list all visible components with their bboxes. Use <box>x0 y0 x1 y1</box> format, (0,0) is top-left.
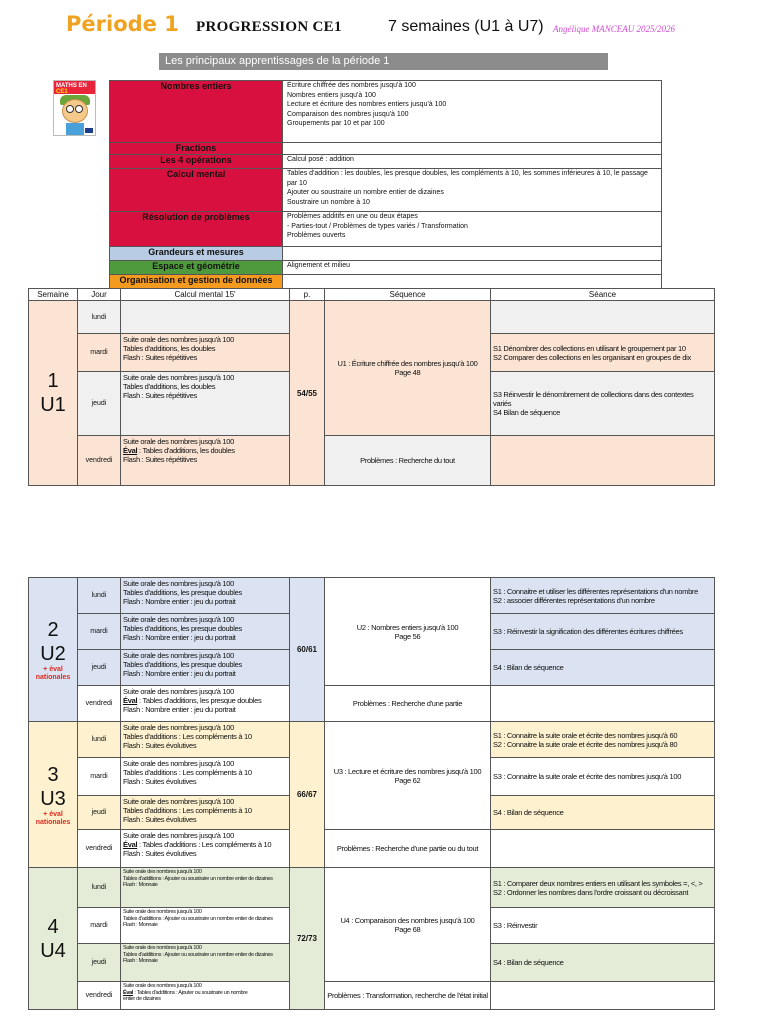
topic-detail-line: Écriture chiffrée des nombres jusqu'à 100 <box>287 82 416 89</box>
seance-cell <box>491 908 715 944</box>
topic-row <box>110 81 662 143</box>
day-cell: vendredi <box>78 830 121 868</box>
seance-line: S3 : Réinvestir la signification des différentes écritures chiffrées <box>493 627 683 636</box>
week-cell <box>29 578 78 722</box>
sequence-cell <box>325 301 491 436</box>
calcul-line: Flash : Suites évolutives <box>123 777 197 786</box>
seance-line: S4 Bilan de séquence <box>493 408 560 417</box>
seance-line: S2 : Connaitre la suite orale et écrite des nombres jusqu'à 80 <box>493 739 678 749</box>
book-cover-image <box>53 80 96 136</box>
day-cell: lundi <box>78 301 121 334</box>
page-cell: 60/61 <box>290 578 325 722</box>
seance-line: S1 : Connaitre et utiliser les différentes représentations d'un nombre <box>493 586 699 596</box>
calcul-line: Flash : Monnaie <box>123 958 158 965</box>
calcul-line: Suite orale des nombres jusqu'à 100 <box>123 651 235 660</box>
calcul-line: Flash : Suites répétitives <box>123 391 197 400</box>
schedule-table-2 <box>28 577 715 1010</box>
calcul-line: Suite orale des nombres jusqu'à 100 <box>123 335 235 344</box>
day-cell: vendredi <box>78 686 121 722</box>
weeks-range: 7 semaines (U1 à U7) <box>388 18 544 35</box>
calcul-line: Tables d'additions, les doubles <box>123 382 216 391</box>
calcul-line: Flash : Suites répétitives <box>123 455 197 464</box>
calcul-line: Flash : Nombre entier : jeu du portrait <box>123 597 236 606</box>
calcul-line: Flash : Nombre entier : jeu du portrait <box>123 633 236 642</box>
calcul-line: Flash : Suites évolutives <box>123 849 197 858</box>
problemes-cell: Problèmes : Recherche d'une partie <box>325 686 491 722</box>
topic-detail-line: Ajouter ou soustraire un nombre entier de dizaines <box>287 189 444 196</box>
calcul-line <box>123 990 287 997</box>
schedule-row <box>29 868 715 908</box>
calcul-mental-cell <box>121 334 290 372</box>
topic-row <box>110 275 662 289</box>
period-title: Période 1 <box>66 12 179 36</box>
calcul-line: Suite orale des nombres jusqu'à 100 <box>123 831 235 840</box>
page-cell: 72/73 <box>290 868 325 1010</box>
progression-title: PROGRESSION CE1 <box>196 19 342 35</box>
topic-detail-line: Soustraire un nombre à 10 <box>287 198 370 206</box>
calcul-line: Suite orale des nombres jusqu'à 100 <box>123 759 235 768</box>
book-cover-title: MATHS EN CE1 <box>56 83 87 95</box>
seance-cell <box>491 758 715 796</box>
sequence-line: Page 62 <box>394 775 421 785</box>
calcul-mental-cell <box>121 796 290 830</box>
eval-label: Éval <box>123 696 138 705</box>
schedule-row <box>29 982 715 1010</box>
topic-details <box>283 212 662 247</box>
seance-line: S1 : Connaitre la suite orale et écrite des nombres jusqu'à 60 <box>493 730 678 740</box>
calcul-line: Suite orale des nombres jusqu'à 100 <box>123 797 235 806</box>
sequence-cell <box>325 578 491 686</box>
calcul-line: Tables d'additions, les doubles <box>123 344 216 353</box>
eval-label: Éval <box>123 989 134 996</box>
topic-detail-line: Lecture et écriture des nombres entiers jusqu'à 100 <box>287 101 447 108</box>
week-number: 3 <box>47 763 59 786</box>
calcul-mental-cell <box>121 982 290 1010</box>
day-cell: mardi <box>78 758 121 796</box>
header-page: p. <box>290 289 325 301</box>
seance-cell <box>491 372 715 436</box>
week-unit: U1 <box>40 394 66 416</box>
schedule-row <box>29 578 715 614</box>
day-cell: lundi <box>78 722 121 758</box>
calcul-line <box>123 696 287 705</box>
day-cell: jeudi <box>78 944 121 982</box>
sequence-line: U1 : Écriture chiffrée des nombres jusqu'à 100 <box>337 359 478 368</box>
calcul-line: Flash : Suites évolutives <box>123 815 197 824</box>
sequence-cell <box>325 868 491 982</box>
topic-row <box>110 169 662 212</box>
page-cell: 66/67 <box>290 722 325 868</box>
seance-line: S1 Dénombrer des collections en utilisant le groupement par 10 <box>493 343 686 353</box>
topic-row <box>110 155 662 169</box>
sequence-line: Page 68 <box>394 924 421 934</box>
day-cell: mardi <box>78 614 121 650</box>
calcul-mental-cell <box>121 436 290 486</box>
calcul-mental-cell <box>121 868 290 908</box>
schedule-header-row <box>29 289 715 301</box>
topic-category: Calcul mental <box>110 169 283 212</box>
calcul-line: Tables d'additions : Ajouter ou soustraire un nombre entier de dizaines <box>123 875 273 882</box>
calcul-line: Flash : Monnaie <box>123 882 158 889</box>
topic-details <box>283 143 662 155</box>
sequence-line: Page 56 <box>394 631 421 641</box>
seance-cell <box>491 722 715 758</box>
seance-line: S1 : Comparer deux nombres entiers en utilisant les symboles =, <, > <box>493 878 703 888</box>
week-unit: U4 <box>40 939 66 962</box>
calcul-line: Suite orale des nombres jusqu'à 100 <box>123 909 202 915</box>
day-cell: vendredi <box>78 982 121 1010</box>
calcul-line: Tables d'additions, les presque doubles <box>123 660 242 669</box>
calcul-line: Suite orale des nombres jusqu'à 100 <box>123 579 235 588</box>
schedule-row <box>29 436 715 486</box>
calcul-mental-cell <box>121 301 290 334</box>
calcul-line: Suite orale des nombres jusqu'à 100 <box>123 687 235 696</box>
topic-category: Nombres entiers <box>110 81 283 143</box>
eval-label: Éval <box>123 446 138 455</box>
schedule-row <box>29 301 715 334</box>
problemes-cell: Problèmes : Recherche d'une partie ou du tout <box>325 830 491 868</box>
seance-cell <box>491 436 715 486</box>
seance-cell <box>491 830 715 868</box>
topic-category: Les 4 opérations <box>110 155 283 169</box>
problemes-cell: Problèmes : Recherche du tout <box>325 436 491 486</box>
calcul-line <box>123 446 287 455</box>
topic-category: Fractions <box>110 143 283 155</box>
calcul-line <box>123 840 287 849</box>
calcul-line: Suite orale des nombres jusqu'à 100 <box>123 373 235 382</box>
calcul-line: Tables d'additions : Les compléments à 10 <box>123 732 252 741</box>
seance-line: S4 : Bilan de séquence <box>493 958 564 967</box>
calcul-line: Suite orale des nombres jusqu'à 100 <box>123 437 235 446</box>
sequence-line: U4 : Comparaison des nombres jusqu'à 100 <box>340 915 475 925</box>
seance-cell <box>491 868 715 908</box>
eval-nationales-note: + éval nationales <box>35 665 71 681</box>
topic-details <box>283 169 662 212</box>
seance-cell <box>491 301 715 334</box>
calcul-line: entier de dizaines <box>123 996 161 1003</box>
week-number: 1 <box>47 370 59 392</box>
topic-row <box>110 212 662 247</box>
calcul-mental-cell <box>121 758 290 796</box>
calcul-line: Tables d'additions, les presque doubles <box>123 624 242 633</box>
sequence-line: Page 48 <box>394 368 421 377</box>
calcul-line: Suite orale des nombres jusqu'à 100 <box>123 983 202 989</box>
calcul-line: Suite orale des nombres jusqu'à 100 <box>123 723 235 732</box>
header-seance: Séance <box>491 289 715 301</box>
day-cell: jeudi <box>78 650 121 686</box>
sequence-line: U2 : Nombres entiers jusqu'à 100 <box>356 622 459 632</box>
topics-table <box>109 80 662 289</box>
seance-cell <box>491 796 715 830</box>
topic-category: Grandeurs et mesures <box>110 247 283 261</box>
calcul-line: Tables d'additions : Ajouter ou soustraire un nombre entier de dizaines <box>123 951 273 958</box>
week-number: 2 <box>47 618 59 641</box>
topic-detail-line: Tables d'addition : les doubles, les presque doubles, les compléments à 10, les sommes inférieures à 10, le passage par 10 <box>287 170 648 187</box>
day-cell: mardi <box>78 908 121 944</box>
seance-cell <box>491 614 715 650</box>
topic-detail-line: - Parties-tout / Problèmes de types variés / Transformation <box>287 222 468 230</box>
topic-detail-line: Problèmes ouverts <box>287 232 346 239</box>
calcul-mental-cell <box>121 578 290 614</box>
day-cell: jeudi <box>78 372 121 436</box>
topic-category: Espace et géométrie <box>110 261 283 275</box>
seance-line: S3 : Connaitre la suite orale et écrite des nombres jusqu'à 100 <box>493 772 682 781</box>
seance-cell <box>491 686 715 722</box>
calcul-text: : Tables d'additions, les doubles <box>137 446 235 455</box>
seance-line: S2 : associer différentes représentations d'un nombre <box>493 595 655 605</box>
calcul-line: Flash : Nombre entier : jeu du portrait <box>123 705 236 714</box>
day-cell: lundi <box>78 578 121 614</box>
calcul-line: Suite orale des nombres jusqu'à 100 <box>123 869 202 875</box>
calcul-mental-cell <box>121 372 290 436</box>
topic-details <box>283 275 662 289</box>
calcul-text: : Tables d'additions : Les compléments à 10 <box>137 840 272 849</box>
topic-row <box>110 247 662 261</box>
calcul-line: Flash : Nombre entier : jeu du portrait <box>123 669 236 678</box>
problemes-cell: Problèmes : Transformation, recherche de l'état initial <box>325 982 491 1010</box>
calcul-text: : Tables d'additions, les presque doubles <box>137 696 262 705</box>
calcul-text: : Tables d'additions : Ajouter ou soustraire un nombre <box>133 989 248 996</box>
topic-detail-line: Alignement et milieu <box>287 262 351 269</box>
topic-row <box>110 143 662 155</box>
calcul-line: Tables d'additions : Ajouter ou soustraire un nombre entier de dizaines <box>123 915 273 922</box>
header-jour: Jour <box>78 289 121 301</box>
calcul-mental-cell <box>121 614 290 650</box>
calcul-line: Tables d'additions : Les compléments à 10 <box>123 806 252 815</box>
header-calcul: Calcul mental 15' <box>121 289 290 301</box>
topic-category: Organisation et gestion de données <box>110 275 283 289</box>
section-banner: Les principaux apprentissages de la période 1 <box>159 53 608 70</box>
topic-detail-line: Calcul posé : addition <box>287 156 354 163</box>
calcul-mental-cell <box>121 650 290 686</box>
topic-details <box>283 81 662 143</box>
week-number: 4 <box>47 915 59 938</box>
topic-detail-line: Problèmes additifs en une ou deux étapes <box>287 213 418 220</box>
calcul-mental-cell <box>121 722 290 758</box>
schedule-table-1 <box>28 288 715 486</box>
topic-detail-line: Groupements par 10 et par 100 <box>287 120 385 127</box>
calcul-mental-cell <box>121 830 290 868</box>
seance-line: S2 : Ordonner les nombres dans l'ordre croissant ou décroissant <box>493 887 689 897</box>
week-cell <box>29 301 78 486</box>
calcul-line: Flash : Suites évolutives <box>123 741 197 750</box>
week-unit: U3 <box>40 787 66 810</box>
day-cell: jeudi <box>78 796 121 830</box>
seance-line: S3 : Réinvestir <box>493 921 538 930</box>
seance-cell <box>491 982 715 1010</box>
day-cell: lundi <box>78 868 121 908</box>
sequence-line: U3 : Lecture et écriture des nombres jusqu'à 100 <box>333 766 482 776</box>
calcul-mental-cell <box>121 944 290 982</box>
seance-line: S2 Comparer des collections en les organisant en groupes de dix <box>493 352 691 362</box>
seance-cell <box>491 578 715 614</box>
day-cell: mardi <box>78 334 121 372</box>
header-semaine: Semaine <box>29 289 78 301</box>
calcul-line: Tables d'additions, les presque doubles <box>123 588 242 597</box>
calcul-mental-cell <box>121 908 290 944</box>
seance-line: S3 Réinvestir le dénombrement de collections dans des contextes variés <box>493 390 694 408</box>
seance-line: S4 : Bilan de séquence <box>493 808 564 817</box>
calcul-line: Suite orale des nombres jusqu'à 100 <box>123 615 235 624</box>
topic-details <box>283 155 662 169</box>
header-sequence: Séquence <box>325 289 491 301</box>
day-cell: vendredi <box>78 436 121 486</box>
seance-cell <box>491 650 715 686</box>
topic-detail-line: Nombres entiers jusqu'à 100 <box>287 91 376 99</box>
schedule-row <box>29 722 715 758</box>
calcul-line: Flash : Suites répétitives <box>123 353 197 362</box>
topic-details <box>283 247 662 261</box>
eval-label: Éval <box>123 840 138 849</box>
topic-category: Résolution de problèmes <box>110 212 283 247</box>
seance-cell <box>491 944 715 982</box>
eval-nationales-note: + éval nationales <box>35 810 71 826</box>
topic-row <box>110 261 662 275</box>
week-unit: U2 <box>40 642 66 665</box>
schedule-row <box>29 686 715 722</box>
week-cell <box>29 722 78 868</box>
calcul-mental-cell <box>121 686 290 722</box>
sequence-cell <box>325 722 491 830</box>
author-label: Angélique MANCEAU 2025/2026 <box>553 24 675 34</box>
week-cell <box>29 868 78 1010</box>
topic-detail-line: Comparaison des nombres jusqu'à 100 <box>287 110 409 118</box>
calcul-line: Tables d'additions : Les compléments à 10 <box>123 768 252 777</box>
topic-details <box>283 261 662 275</box>
seance-line: S4 : Bilan de séquence <box>493 663 564 672</box>
calcul-line: Flash : Monnaie <box>123 922 158 929</box>
calcul-line: Suite orale des nombres jusqu'à 100 <box>123 945 202 951</box>
publisher-logo <box>85 128 93 133</box>
seance-cell <box>491 334 715 372</box>
page-cell: 54/55 <box>290 301 325 486</box>
schedule-row <box>29 830 715 868</box>
